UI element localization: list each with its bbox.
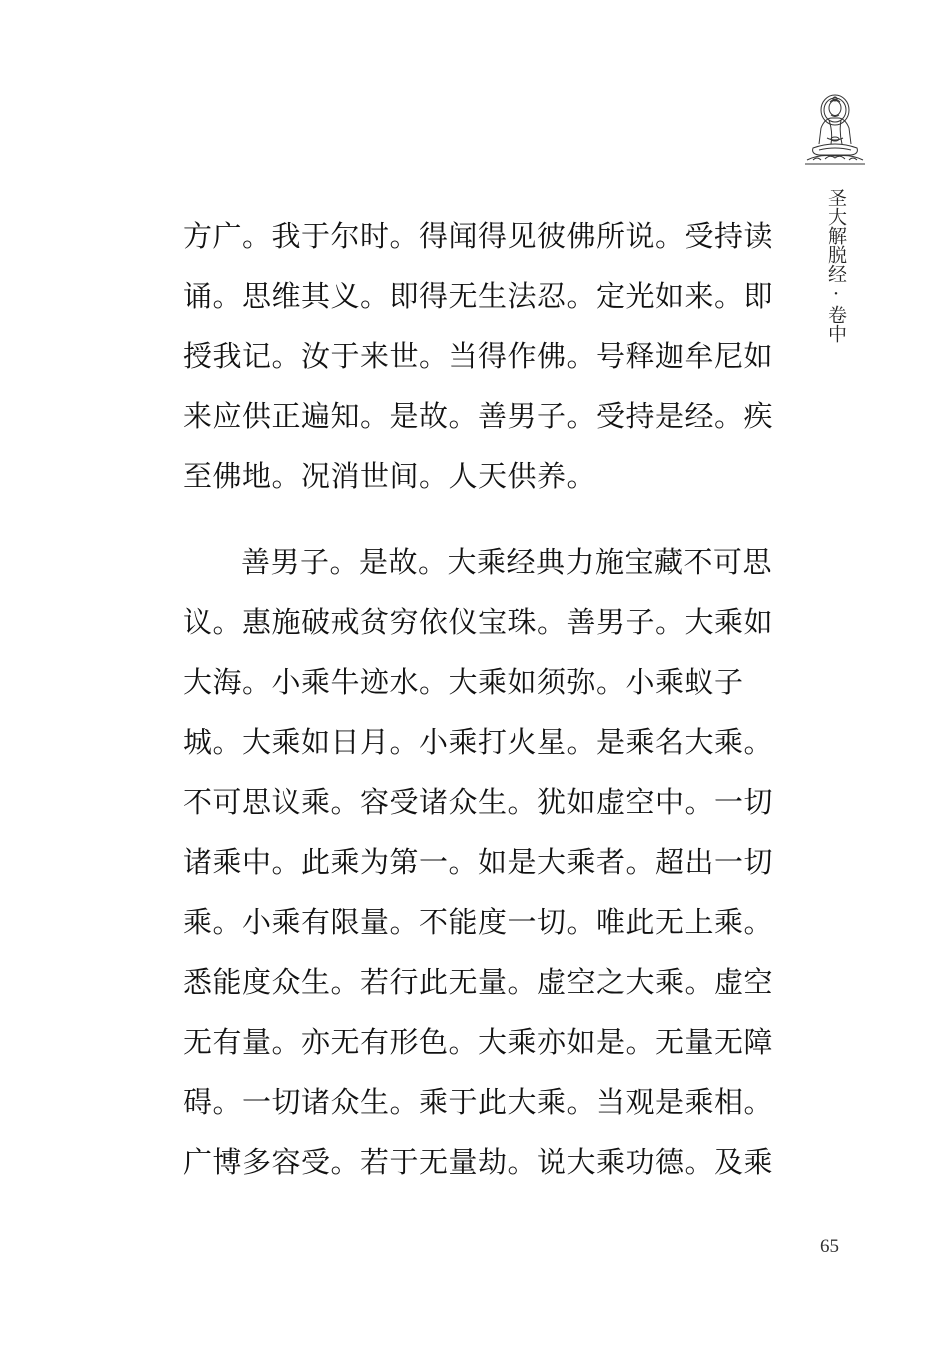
text-line: 悉能度众生。若行此无量。虚空之大乘。虚空 [183,965,774,999]
text-line: 无有量。亦无有形色。大乘亦如是。无量无障 [183,1025,774,1059]
text-line: 碍。一切诸众生。乘于此大乘。当观是乘相。 [183,1085,774,1119]
text-line: 授我记。汝于来世。当得作佛。号释迦牟尼如 [183,339,774,373]
text-line: 乘。小乘有限量。不能度一切。唯此无上乘。 [183,905,774,939]
text-line: 至佛地。况消世间。人天供养。 [183,459,597,493]
paragraph-gap [183,506,768,532]
text-line: 诸乘中。此乘为第一。如是大乘者。超出一切 [183,845,774,879]
text-line: 诵。思维其义。即得无生法忍。定光如来。即 [183,279,774,313]
body-text [183,206,774,1192]
text-line: 善男子。是故。大乘经典力施宝藏不可思 [241,545,773,579]
text-line: 不可思议乘。容受诸众生。犹如虚空中。一切 [183,785,774,819]
text-line: 议。惠施破戒贫穷依仪宝珠。善男子。大乘如 [183,605,774,639]
text-line: 大海。小乘牛迹水。大乘如须弥。小乘蚁子 [183,665,744,699]
text-line: 城。大乘如日月。小乘打火星。是乘名大乘。 [183,725,774,759]
seated-buddha-icon [799,88,871,168]
page-number: 65 [820,1236,839,1257]
text-line: 来应供正遍知。是故。善男子。受持是经。疾 [183,399,774,433]
paragraph-2 [183,532,774,1192]
paragraph-1 [183,206,774,506]
text-line: 方广。我于尔时。得闻得见彼佛所说。受持读 [183,219,774,253]
running-title: 圣大解脱经·卷中 [825,188,847,343]
text-line: 广博多容受。若于无量劫。说大乘功德。及乘 [183,1145,774,1179]
